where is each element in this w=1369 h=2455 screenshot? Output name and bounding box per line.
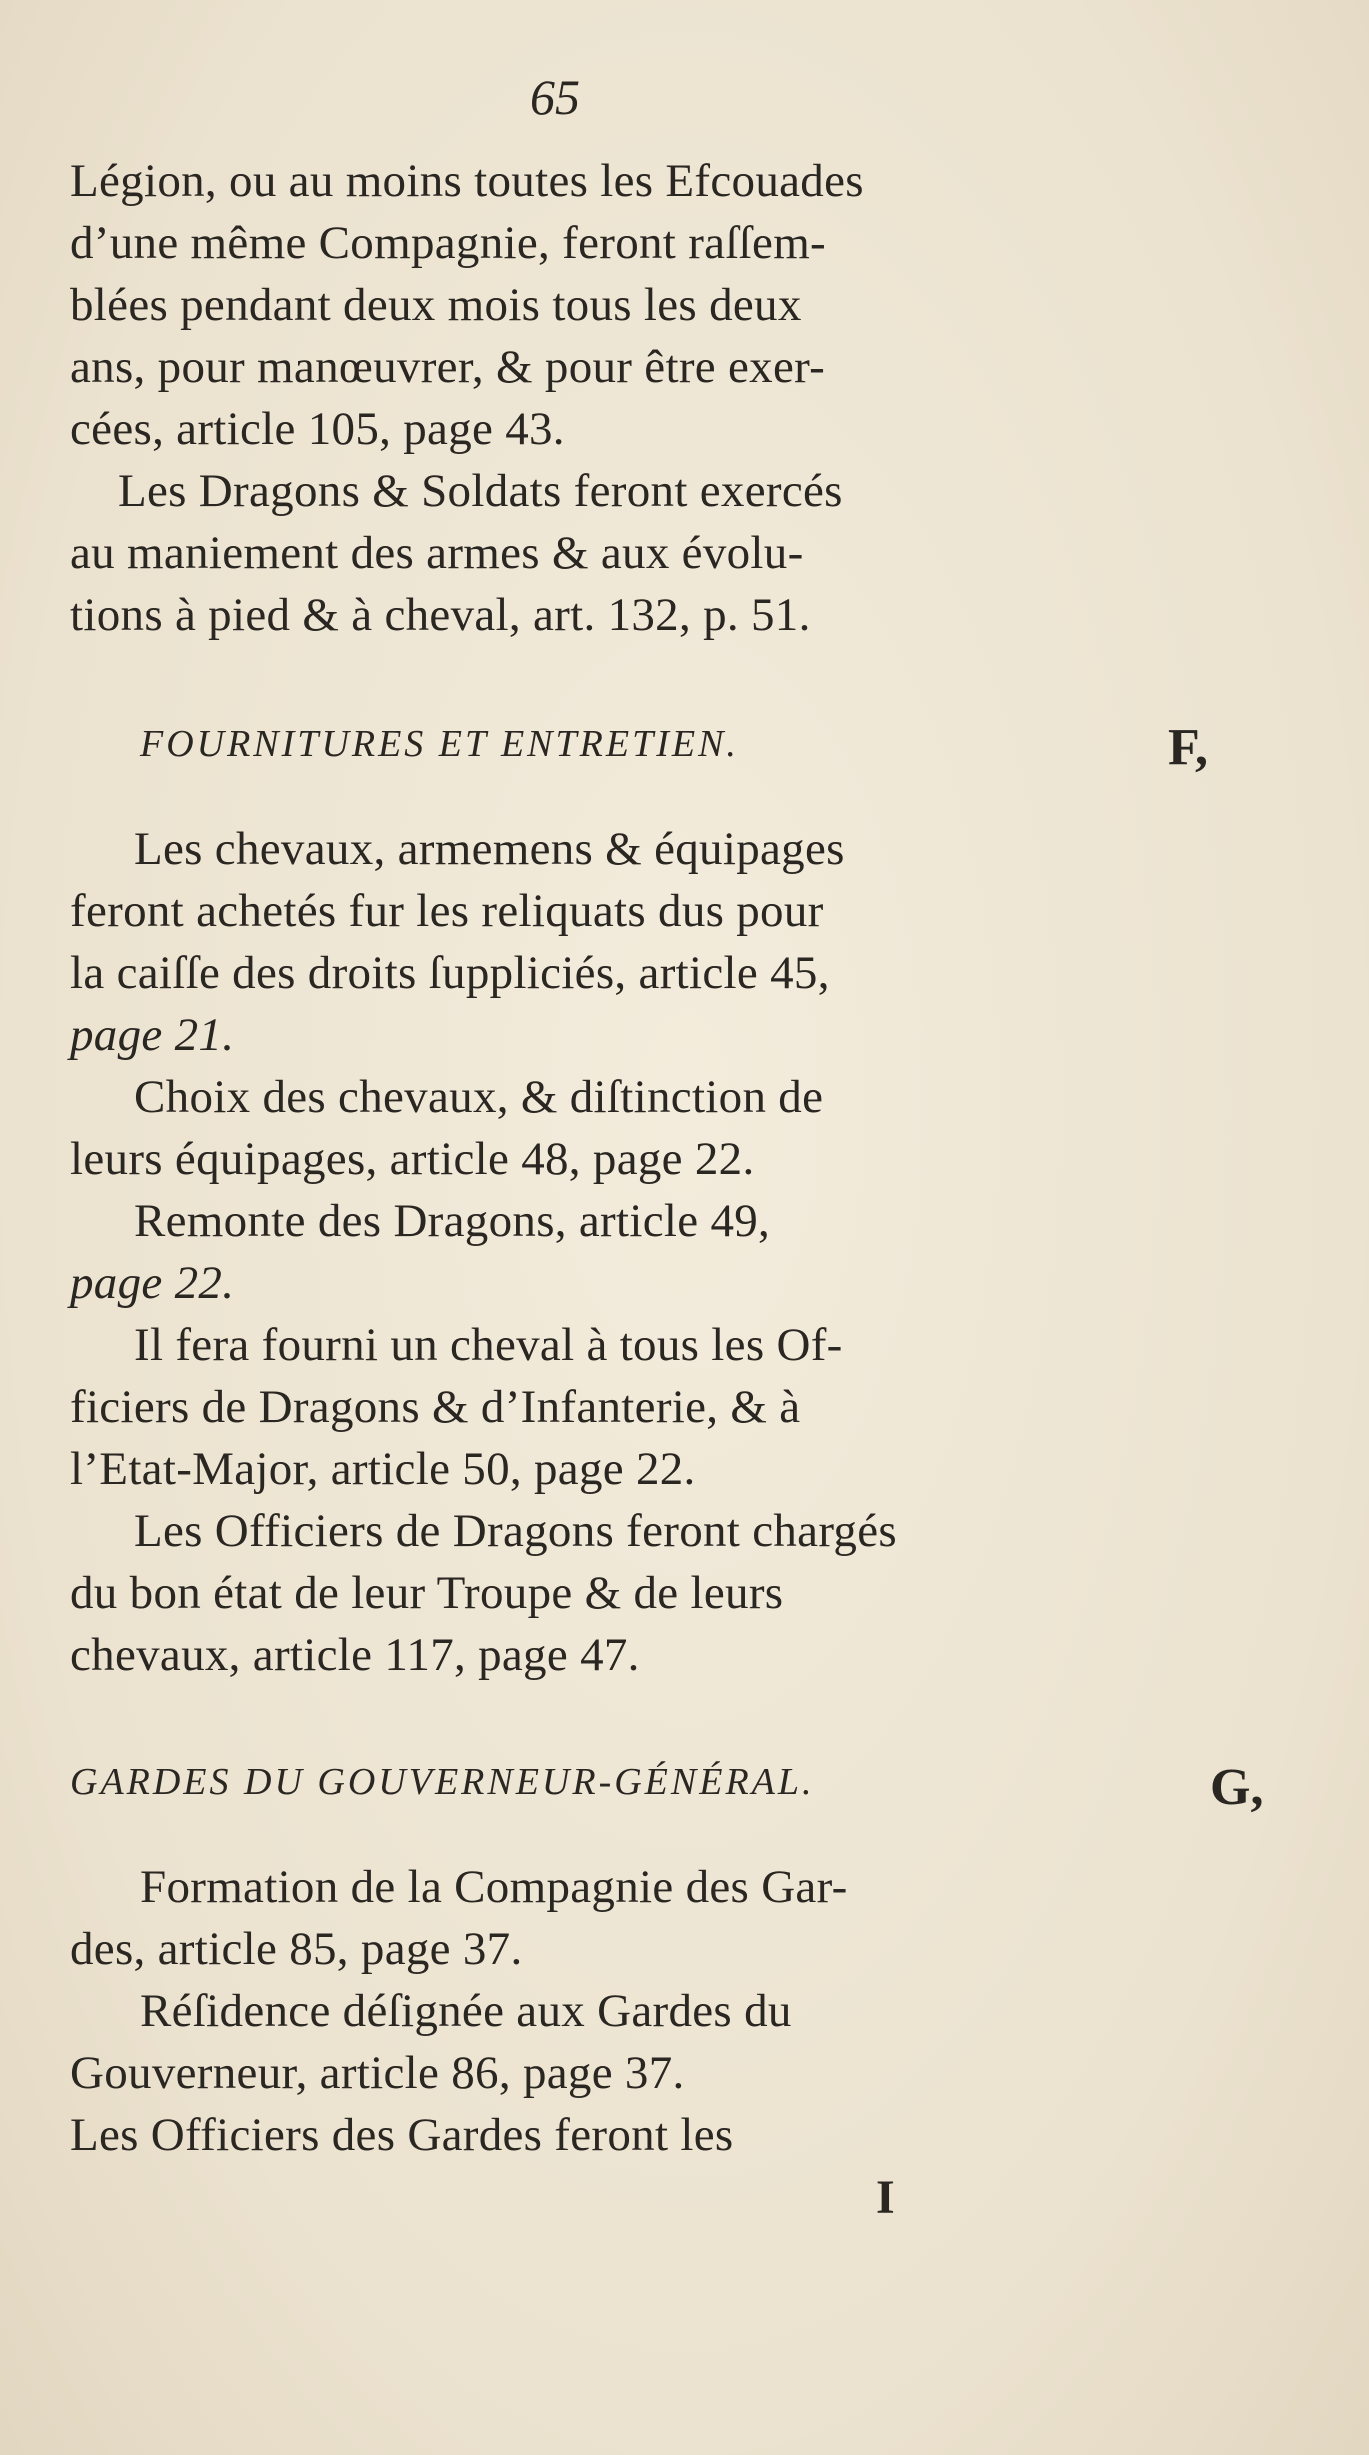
text-line: d’une même Compagnie, feront raſſem-	[70, 217, 827, 269]
text-line: l’Etat-Major, article 50, page 22.	[70, 1443, 696, 1495]
margin-letter-g: G,	[1210, 1759, 1264, 1816]
text-line: blées pendant deux mois tous les deux	[70, 279, 802, 331]
margin-letter-f: F,	[1168, 719, 1208, 776]
text-line: chevaux, article 117, page 47.	[70, 1629, 640, 1681]
text-line: tions à pied & à cheval, art. 132, p. 51.	[70, 589, 811, 641]
text-line: leurs équipages, article 48, page 22.	[70, 1133, 755, 1185]
text-line: du bon état de leur Troupe & de leurs	[70, 1567, 784, 1619]
text-line: Réſidence déſignée aux Gardes du	[140, 1985, 792, 2037]
text-line: des, article 85, page 37.	[70, 1923, 523, 1975]
text-line: Formation de la Compagnie des Gar-	[140, 1861, 848, 1913]
text-line: page 21.	[70, 1009, 235, 1061]
text-line: la caiſſe des droits ſuppliciés, article 45,	[70, 947, 830, 999]
text-line: Remonte des Dragons, article 49,	[134, 1195, 771, 1247]
text-line: ficiers de Dragons & d’Infanterie, & à	[70, 1381, 801, 1433]
text-line: Il fera fourni un cheval à tous les Of-	[134, 1319, 843, 1371]
text-line: Légion, ou au moins toutes les Efcouades	[70, 155, 864, 207]
text-line: ans, pour manœuvrer, & pour être exer-	[70, 341, 826, 393]
text-line: Les Dragons & Soldats feront exercés	[118, 465, 843, 517]
text-line: Les chevaux, armemens & équipages	[134, 823, 845, 875]
text-line: Gouverneur, article 86, page 37.	[70, 2047, 685, 2099]
text-line: page 22.	[70, 1257, 235, 1309]
text-line: Choix des chevaux, & diſtinction de	[134, 1071, 824, 1123]
section-heading-fournitures: FOURNITURES ET ENTRETIEN.	[140, 723, 739, 765]
page-number: 65	[530, 69, 580, 125]
text-line: Les Officiers des Gardes feront les	[70, 2109, 734, 2161]
section-heading-gardes: GARDES DU GOUVERNEUR-GÉNÉRAL.	[70, 1761, 815, 1803]
text-line: cées, article 105, page 43.	[70, 403, 565, 455]
signature-mark: I	[876, 2171, 895, 2224]
text-line: au maniement des armes & aux évolu-	[70, 527, 804, 579]
text-line: feront achetés fur les reliquats dus pour	[70, 885, 824, 937]
text-line: Les Officiers de Dragons feront chargés	[134, 1505, 897, 1557]
